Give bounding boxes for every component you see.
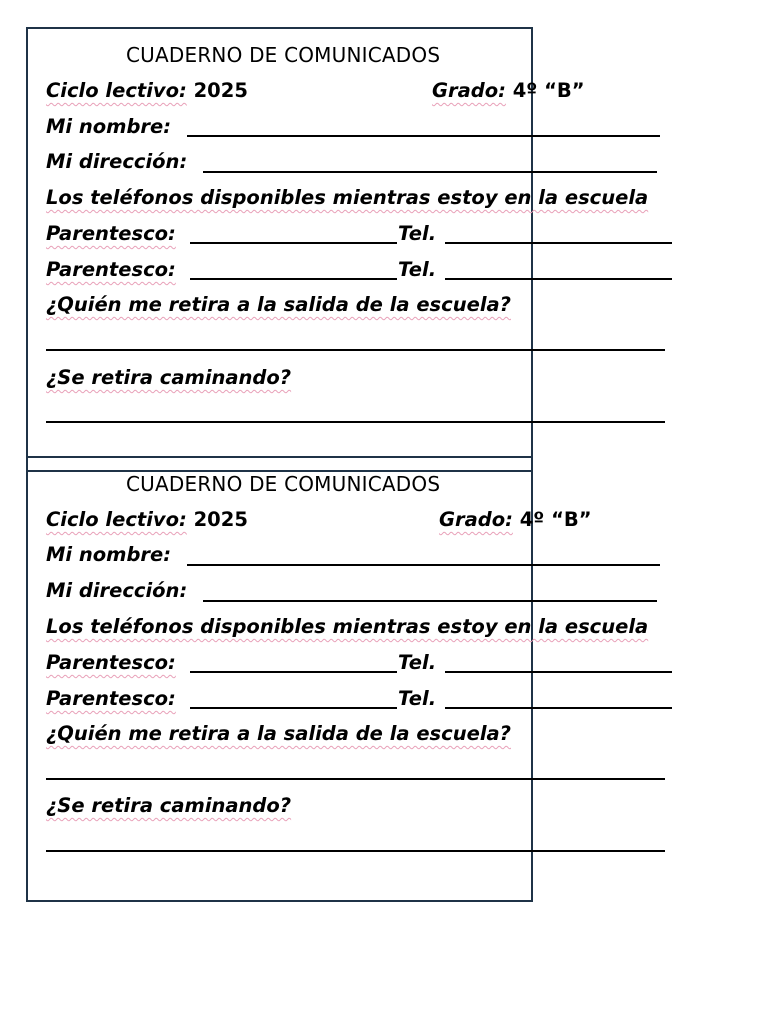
ciclo-value: 2025 xyxy=(193,79,248,102)
caminando-question xyxy=(46,794,291,818)
retira-question-text: ¿Quién me retira a la salida de la escuela? xyxy=(46,722,511,745)
grado-label: Grado: xyxy=(439,508,513,531)
form-title: CUADERNO DE COMUNICADOS xyxy=(126,43,441,67)
direccion-label: Mi dirección: xyxy=(46,150,188,173)
parentesco-field-1[interactable] xyxy=(190,242,397,244)
direccion-label: Mi dirección: xyxy=(46,579,188,602)
parentesco-label: Parentesco: xyxy=(46,651,176,674)
telefonos-label: Los teléfonos disponibles mientras estoy en la escuela xyxy=(46,186,649,209)
telefonos-text xyxy=(46,615,648,639)
ciclo-label: Ciclo lectivo: xyxy=(46,508,187,531)
telefonos-text xyxy=(46,186,648,210)
ciclo-label: Ciclo lectivo: xyxy=(46,79,187,102)
parentesco-label-1 xyxy=(46,651,176,675)
parentesco-label-2 xyxy=(46,687,176,711)
parentesco-field-2[interactable] xyxy=(190,278,397,280)
grado-row xyxy=(439,508,592,532)
parentesco-label-2 xyxy=(46,258,176,282)
retira-question-text: ¿Quién me retira a la salida de la escuela? xyxy=(46,293,511,316)
parentesco-label-1 xyxy=(46,222,176,246)
caminando-question xyxy=(46,366,291,390)
nombre-field[interactable] xyxy=(187,135,660,137)
grado-value: 4º “B” xyxy=(519,508,592,531)
tel-field-1[interactable] xyxy=(445,242,672,244)
parentesco-label: Parentesco: xyxy=(46,687,176,710)
tel-label-1: Tel. xyxy=(398,222,437,245)
telefonos-label: Los teléfonos disponibles mientras estoy en la escuela xyxy=(46,615,649,638)
parentesco-field-2[interactable] xyxy=(190,707,397,709)
retira-question xyxy=(46,293,511,317)
ciclo-row xyxy=(46,508,248,532)
tel-field-2[interactable] xyxy=(445,278,672,280)
tel-label-1: Tel. xyxy=(398,651,437,674)
caminando-field[interactable] xyxy=(46,850,665,852)
retira-field[interactable] xyxy=(46,349,665,351)
tel-field-2[interactable] xyxy=(445,707,672,709)
tel-field-1[interactable] xyxy=(445,671,672,673)
direccion-field[interactable] xyxy=(203,171,657,173)
nombre-label: Mi nombre: xyxy=(46,543,172,566)
ciclo-row xyxy=(46,79,248,103)
caminando-question-text: ¿Se retira caminando? xyxy=(46,366,292,389)
direccion-field[interactable] xyxy=(203,600,657,602)
grado-row xyxy=(432,79,585,103)
retira-field[interactable] xyxy=(46,778,665,780)
parentesco-field-1[interactable] xyxy=(190,671,397,673)
grado-label: Grado: xyxy=(432,79,506,102)
tel-label-2: Tel. xyxy=(398,258,437,281)
caminando-question-text: ¿Se retira caminando? xyxy=(46,794,292,817)
tel-label-2: Tel. xyxy=(398,687,437,710)
ciclo-value: 2025 xyxy=(193,508,248,531)
parentesco-label: Parentesco: xyxy=(46,258,176,281)
form-title: CUADERNO DE COMUNICADOS xyxy=(126,472,441,496)
grado-value: 4º “B” xyxy=(512,79,585,102)
nombre-label: Mi nombre: xyxy=(46,115,172,138)
parentesco-label: Parentesco: xyxy=(46,222,176,245)
caminando-field[interactable] xyxy=(46,421,665,423)
nombre-field[interactable] xyxy=(187,564,660,566)
retira-question xyxy=(46,722,511,746)
